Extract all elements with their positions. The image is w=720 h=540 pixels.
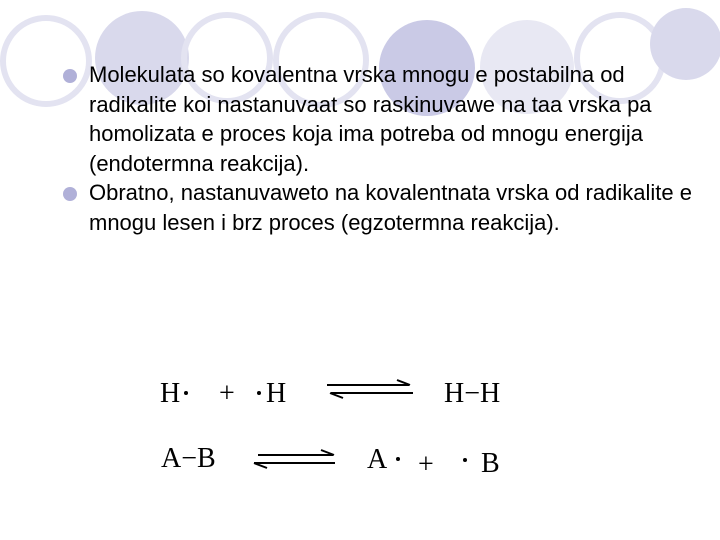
eq2-right-b: B bbox=[481, 448, 500, 479]
equilibrium-arrows-icon bbox=[254, 450, 335, 468]
eq1-left-b: H bbox=[266, 378, 287, 409]
equation-homolysis bbox=[160, 378, 500, 409]
radical-dot bbox=[257, 391, 261, 395]
equilibrium-arrows-icon bbox=[327, 380, 413, 398]
eq1-right: H−H bbox=[444, 378, 501, 409]
equation-formation bbox=[161, 443, 500, 480]
eq2-right-a: A bbox=[367, 444, 388, 475]
eq1-plus: + bbox=[219, 378, 235, 409]
bullet-text: Obratno, nastanuvaweto na kovalentnata vrska od radikalite e mnogu lesen i brz proces (egzotermna reakcija). bbox=[89, 180, 692, 235]
eq2-plus: + bbox=[418, 449, 434, 480]
eq1-left-a: H bbox=[160, 378, 181, 409]
bullet-text: Molekulata so kovalentna vrska mnogu e postabilna od radikalite koi nastanuvaat so raskinuvawe na taa vrska pa homolizata e proces koja ima potreba od mnogu energija (endotermna reakcija). bbox=[89, 62, 652, 176]
eq2-left: A−B bbox=[161, 443, 216, 474]
radical-dot bbox=[184, 391, 188, 395]
radical-dot bbox=[396, 457, 400, 461]
radical-dot bbox=[463, 458, 467, 462]
